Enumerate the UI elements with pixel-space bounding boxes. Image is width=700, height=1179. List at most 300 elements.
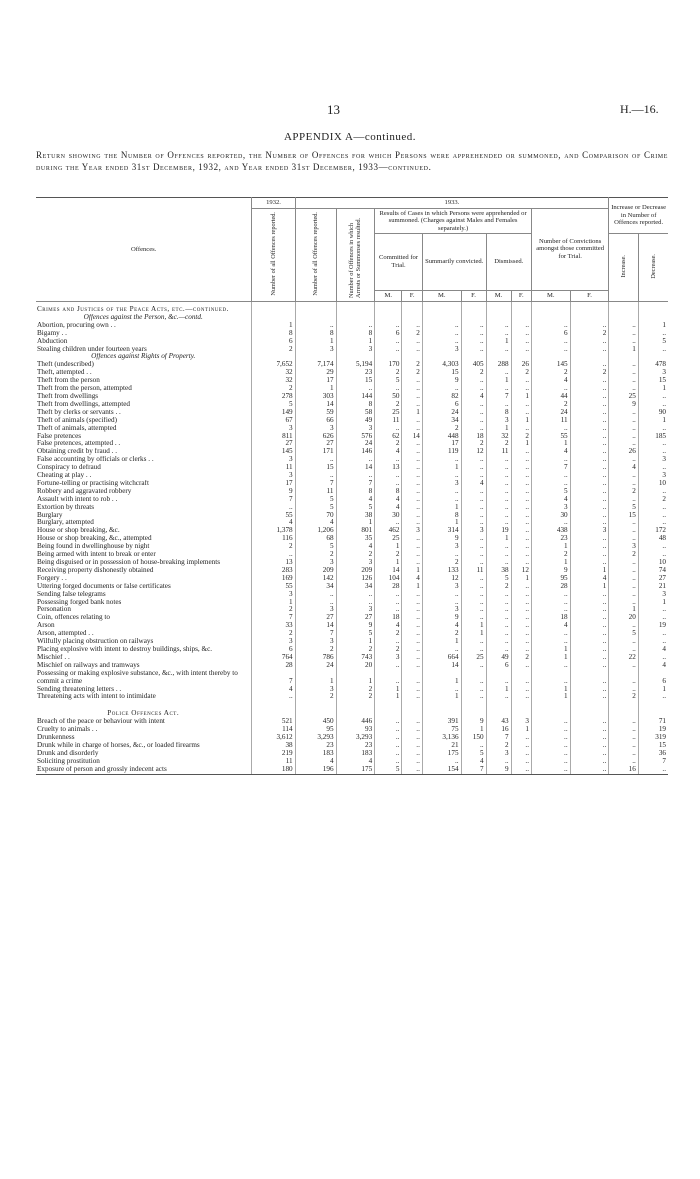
table-cell: 3 — [375, 654, 402, 662]
table-cell — [511, 701, 531, 718]
table-row — [36, 750, 668, 758]
table-cell: 2 — [511, 433, 531, 441]
table-cell: .. — [252, 693, 295, 701]
table-cell: .. — [570, 614, 609, 622]
table-cell: 23 — [531, 535, 570, 543]
table-cell: 1 — [336, 338, 375, 346]
table-cell: .. — [486, 512, 511, 520]
table-row — [36, 646, 668, 654]
table-cell: 3 — [336, 606, 375, 614]
table-cell — [609, 314, 639, 322]
table-cell: 2 — [295, 693, 336, 701]
table-cell: 2 — [336, 693, 375, 701]
table-cell: .. — [461, 543, 486, 551]
table-cell: 15 — [336, 377, 375, 385]
table-cell: .. — [511, 338, 531, 346]
table-cell: .. — [511, 401, 531, 409]
table-cell: .. — [461, 496, 486, 504]
table-cell: .. — [486, 480, 511, 488]
table-cell: .. — [511, 750, 531, 758]
table-cell — [336, 314, 375, 322]
table-cell: .. — [402, 393, 422, 401]
offence-label: Theft (undescribed) — [36, 361, 252, 369]
header-decrease: Decrease. — [638, 234, 668, 302]
table-cell: 6 — [422, 401, 461, 409]
table-cell: .. — [375, 750, 402, 758]
table-cell: .. — [511, 504, 531, 512]
table-cell: 1 — [422, 638, 461, 646]
table-row — [36, 742, 668, 750]
header-dismissed: Dismissed. — [486, 234, 531, 291]
table-cell: 3 — [662, 456, 666, 464]
table-cell: 1 — [511, 726, 531, 734]
table-cell: .. — [461, 377, 486, 385]
table-cell: .. — [570, 504, 609, 512]
table-cell: 2 — [375, 440, 402, 448]
header-f: F. — [402, 290, 422, 301]
table-cell: .. — [609, 559, 639, 567]
table-row — [36, 766, 668, 774]
table-cell: 6 — [662, 676, 666, 685]
table-cell: 3 — [252, 591, 295, 599]
table-cell: .. — [570, 646, 609, 654]
table-cell: 142 — [295, 575, 336, 583]
table-cell: 4 — [531, 496, 570, 504]
appendix-title: APPENDIX A—continued. — [283, 131, 417, 143]
table-cell: 27 — [658, 574, 666, 582]
table-cell: 811 — [252, 433, 295, 441]
table-cell: 15 — [658, 741, 666, 749]
table-cell: 2 — [402, 369, 422, 377]
header-year-1932: 1932. — [252, 198, 295, 209]
table-cell: .. — [375, 425, 402, 433]
table-row — [36, 599, 668, 607]
table-cell: 7 — [295, 630, 336, 638]
offence-label: Wilfully placing obstruction on railways — [36, 638, 252, 646]
table-cell: .. — [486, 606, 511, 614]
table-cell: 2 — [336, 686, 375, 694]
table-cell: 1 — [402, 409, 422, 417]
table-cell: .. — [511, 330, 531, 338]
table-cell: 6 — [531, 330, 570, 338]
table-cell: 48 — [658, 535, 666, 543]
table-cell: 17 — [252, 480, 295, 488]
table-row — [36, 662, 668, 670]
table-cell: 743 — [336, 654, 375, 662]
table-cell: 14 — [295, 401, 336, 409]
table-cell: .. — [570, 638, 609, 646]
table-cell: 21 — [422, 742, 461, 750]
table-cell: 3 — [295, 346, 336, 354]
table-cell: 2 — [375, 630, 402, 638]
table-cell: .. — [609, 718, 639, 726]
table-cell: .. — [486, 599, 511, 607]
table-cell: .. — [486, 456, 511, 464]
offence-label: Mischief on railways and tramways — [36, 662, 252, 670]
table-cell: .. — [511, 670, 531, 686]
table-cell: .. — [336, 591, 375, 599]
table-cell: 4 — [375, 504, 402, 512]
table-cell: .. — [422, 472, 461, 480]
table-cell: 5 — [295, 543, 336, 551]
table-cell: .. — [531, 385, 570, 393]
offence-label: False pretences — [36, 433, 252, 441]
table-cell: .. — [531, 591, 570, 599]
table-cell: 5 — [486, 575, 511, 583]
offence-label: Sending threatening letters . . — [36, 686, 252, 694]
offence-label: Possessing or making explosive substance, &c., with intent thereby to commit a crime — [36, 670, 252, 686]
table-cell: 2 — [336, 551, 375, 559]
table-cell: .. — [531, 662, 570, 670]
table-cell: .. — [531, 480, 570, 488]
table-cell: 478 — [655, 361, 666, 369]
table-cell: .. — [609, 322, 639, 330]
table-cell: 1 — [662, 685, 666, 693]
table-cell: 145 — [252, 448, 295, 456]
table-cell: .. — [422, 686, 461, 694]
table-cell: 1 — [461, 622, 486, 630]
table-cell: 3 — [531, 504, 570, 512]
table-cell: 38 — [486, 567, 511, 575]
table-cell: 1 — [375, 559, 402, 567]
table-cell: .. — [609, 409, 639, 417]
table-row — [36, 718, 668, 726]
table-cell: 24 — [422, 409, 461, 417]
offence-label: Theft by clerks or servants . . — [36, 409, 252, 417]
table-cell: 4 — [295, 519, 336, 527]
table-cell: 14 — [375, 567, 402, 575]
table-cell: .. — [511, 519, 531, 527]
table-row — [36, 377, 668, 385]
table-cell: 5 — [375, 766, 402, 774]
table-cell: 278 — [252, 393, 295, 401]
table-cell: 23 — [336, 742, 375, 750]
table-cell: .. — [570, 361, 609, 369]
table-cell: .. — [402, 670, 422, 686]
table-cell: .. — [336, 385, 375, 393]
header-increase-decrease: Increase or Decrease in Number of Offences reported. — [609, 198, 668, 234]
table-cell: 70 — [295, 512, 336, 520]
table-cell: 10 — [658, 479, 666, 487]
table-cell: 154 — [422, 766, 461, 774]
table-cell: .. — [609, 591, 639, 599]
table-cell: 4 — [461, 480, 486, 488]
table-cell: .. — [402, 385, 422, 393]
table-cell: .. — [402, 654, 422, 662]
table-cell: 5 — [252, 401, 295, 409]
table-cell: 4 — [375, 622, 402, 630]
table-cell: .. — [422, 496, 461, 504]
table-cell: .. — [570, 591, 609, 599]
table-cell: 801 — [336, 527, 375, 535]
table-cell — [336, 353, 375, 361]
table-cell: 28 — [375, 583, 402, 591]
table-cell: .. — [570, 758, 609, 766]
table-cell: 1 — [531, 646, 570, 654]
table-cell: 3 — [422, 606, 461, 614]
offence-label: Theft from dwellings, attempted — [36, 401, 252, 409]
table-cell: 25 — [609, 393, 639, 401]
offence-label: Possessing forged bank notes — [36, 599, 252, 607]
table-cell: 2 — [295, 646, 336, 654]
table-cell: 4 — [609, 464, 639, 472]
offence-label: Theft of animals, attempted — [36, 425, 252, 433]
offence-label: House or shop breaking, &c., attempted — [36, 535, 252, 543]
table-cell: .. — [375, 591, 402, 599]
table-row — [36, 512, 668, 520]
table-cell: 2 — [422, 425, 461, 433]
table-row — [36, 591, 668, 599]
table-cell: .. — [375, 718, 402, 726]
table-cell: .. — [402, 504, 422, 512]
table-cell: .. — [402, 377, 422, 385]
table-cell — [609, 353, 639, 361]
offence-label: Drunk and disorderly — [36, 750, 252, 758]
table-cell: 144 — [336, 393, 375, 401]
table-cell: 26 — [511, 361, 531, 369]
table-row — [36, 346, 668, 354]
page-reference: H.—16. — [620, 102, 659, 116]
table-cell: 5 — [336, 504, 375, 512]
table-cell: 95 — [295, 726, 336, 734]
table-cell: 49 — [486, 654, 511, 662]
table-cell: 303 — [295, 393, 336, 401]
table-row — [36, 338, 668, 346]
table-cell: 2 — [486, 583, 511, 591]
table-cell: 9 — [336, 622, 375, 630]
table-cell: 2 — [609, 551, 639, 559]
table-cell: .. — [402, 488, 422, 496]
table-cell — [252, 302, 295, 314]
table-cell: 196 — [295, 766, 336, 774]
offence-label: Offences against Rights of Property. — [36, 353, 252, 361]
table-cell: 59 — [295, 409, 336, 417]
table-row — [36, 638, 668, 646]
table-cell: .. — [570, 693, 609, 701]
table-cell: 664 — [422, 654, 461, 662]
table-cell: 27 — [336, 614, 375, 622]
table-cell: 2 — [570, 330, 609, 338]
table-cell: .. — [486, 346, 511, 354]
table-cell: 6 — [375, 330, 402, 338]
table-cell: .. — [531, 718, 570, 726]
table-cell: 8 — [336, 330, 375, 338]
table-cell: .. — [531, 599, 570, 607]
table-cell: 1 — [511, 440, 531, 448]
table-cell: 450 — [295, 718, 336, 726]
table-cell: 11 — [375, 417, 402, 425]
table-cell: 4 — [252, 519, 295, 527]
table-cell: .. — [609, 361, 639, 369]
table-cell: 1 — [609, 346, 639, 354]
table-cell: .. — [531, 750, 570, 758]
table-cell — [252, 314, 295, 322]
table-cell: 32 — [252, 377, 295, 385]
table-row — [36, 353, 668, 361]
table-row — [36, 464, 668, 472]
table-cell: 1 — [662, 598, 666, 606]
table-cell: 4 — [531, 622, 570, 630]
table-cell: 44 — [531, 393, 570, 401]
table-cell: 24 — [531, 409, 570, 417]
header-summarily: Summarily convicted. — [422, 234, 486, 291]
table-cell: .. — [609, 377, 639, 385]
table-cell: .. — [486, 551, 511, 559]
table-cell: 34 — [295, 583, 336, 591]
table-cell: 1 — [336, 638, 375, 646]
table-cell: .. — [511, 583, 531, 591]
table-cell — [461, 314, 486, 322]
table-cell: .. — [570, 488, 609, 496]
table-cell: .. — [662, 440, 666, 448]
header-increase: Increase. — [609, 234, 639, 302]
table-cell: 13 — [252, 559, 295, 567]
table-cell: 14 — [422, 662, 461, 670]
table-cell: .. — [486, 622, 511, 630]
table-cell: 626 — [295, 433, 336, 441]
table-cell: 119 — [422, 448, 461, 456]
table-row — [36, 606, 668, 614]
table-cell: .. — [609, 686, 639, 694]
table-cell: .. — [461, 606, 486, 614]
table-cell: 2 — [252, 606, 295, 614]
table-cell: .. — [570, 630, 609, 638]
table-cell: 27 — [252, 440, 295, 448]
table-cell: 4 — [422, 622, 461, 630]
table-cell: 2 — [422, 559, 461, 567]
table-cell: .. — [570, 654, 609, 662]
table-cell: 11 — [252, 758, 295, 766]
table-cell: 2 — [570, 369, 609, 377]
table-cell: .. — [402, 559, 422, 567]
table-cell: 20 — [609, 614, 639, 622]
offence-label: Personation — [36, 606, 252, 614]
offence-label: Being found in dwellinghouse by night — [36, 543, 252, 551]
table-cell: .. — [461, 346, 486, 354]
table-row — [36, 480, 668, 488]
offence-label: Sending false telegrams — [36, 591, 252, 599]
table-cell: .. — [402, 440, 422, 448]
table-cell: .. — [609, 638, 639, 646]
table-cell: .. — [375, 599, 402, 607]
table-cell: 20 — [336, 662, 375, 670]
table-cell: .. — [609, 425, 639, 433]
table-cell: 3 — [662, 590, 666, 598]
table-cell: .. — [375, 734, 402, 742]
table-cell — [511, 353, 531, 361]
table-cell: .. — [336, 599, 375, 607]
table-cell — [570, 353, 609, 361]
table-cell: .. — [609, 433, 639, 441]
table-cell — [461, 701, 486, 718]
table-cell: .. — [570, 401, 609, 409]
table-cell: 14 — [295, 622, 336, 630]
offence-label: Bigamy . . — [36, 330, 252, 338]
table-cell: .. — [422, 551, 461, 559]
table-cell: 9 — [422, 377, 461, 385]
table-cell: .. — [295, 456, 336, 464]
table-cell: .. — [422, 599, 461, 607]
table-cell: 1 — [662, 416, 666, 424]
table-cell: .. — [486, 638, 511, 646]
table-cell: .. — [511, 646, 531, 654]
table-cell: .. — [570, 417, 609, 425]
table-cell — [461, 302, 486, 314]
table-cell: 5 — [461, 750, 486, 758]
table-cell: 24 — [336, 440, 375, 448]
offence-label: Cheating at play . . — [36, 472, 252, 480]
table-cell: .. — [511, 425, 531, 433]
table-row — [36, 670, 668, 686]
table-cell: 185 — [655, 432, 666, 440]
table-cell: 6 — [252, 646, 295, 654]
table-cell: 3 — [295, 559, 336, 567]
table-cell: 4 — [252, 686, 295, 694]
table-cell: 133 — [422, 567, 461, 575]
table-cell: .. — [461, 504, 486, 512]
table-cell: 1 — [461, 726, 486, 734]
table-cell — [511, 302, 531, 314]
table-cell: 1 — [511, 417, 531, 425]
table-cell: .. — [638, 766, 668, 774]
table-cell: 1 — [422, 464, 461, 472]
table-cell — [295, 302, 336, 314]
table-cell: .. — [570, 338, 609, 346]
table-cell: 3,612 — [252, 734, 295, 742]
table-row — [36, 519, 668, 527]
table-cell: .. — [486, 693, 511, 701]
table-cell: 3,136 — [422, 734, 461, 742]
table-cell: 15 — [295, 464, 336, 472]
table-cell: .. — [461, 488, 486, 496]
table-cell: .. — [295, 591, 336, 599]
table-row — [36, 543, 668, 551]
table-cell: 149 — [252, 409, 295, 417]
table-cell: 4 — [375, 496, 402, 504]
table-cell: 314 — [422, 527, 461, 535]
table-cell: 2 — [511, 654, 531, 662]
table-cell: .. — [531, 472, 570, 480]
table-cell: .. — [662, 448, 666, 456]
table-cell: 209 — [336, 567, 375, 575]
table-cell: 114 — [252, 726, 295, 734]
table-cell: 1 — [662, 321, 666, 329]
table-row — [36, 567, 668, 575]
table-cell: .. — [570, 599, 609, 607]
table-cell: 104 — [375, 575, 402, 583]
table-cell: .. — [375, 346, 402, 354]
table-cell — [252, 701, 295, 718]
table-cell: 50 — [375, 393, 402, 401]
table-cell: 2 — [486, 742, 511, 750]
table-row — [36, 302, 668, 314]
table-cell: 3 — [511, 718, 531, 726]
table-cell: 8 — [422, 512, 461, 520]
table-cell: .. — [511, 409, 531, 417]
table-cell: 145 — [531, 361, 570, 369]
table-cell: 3 — [336, 346, 375, 354]
table-cell: 2 — [609, 693, 639, 701]
table-row — [36, 440, 668, 448]
table-cell: 3 — [252, 638, 295, 646]
table-cell: 1,378 — [252, 527, 295, 535]
table-cell: 26 — [609, 448, 639, 456]
table-cell: .. — [336, 472, 375, 480]
table-cell: 27 — [295, 440, 336, 448]
table-cell — [486, 701, 511, 718]
offence-label: Soliciting prostitution — [36, 758, 252, 766]
offence-label: Assault with intent to rob . . — [36, 496, 252, 504]
